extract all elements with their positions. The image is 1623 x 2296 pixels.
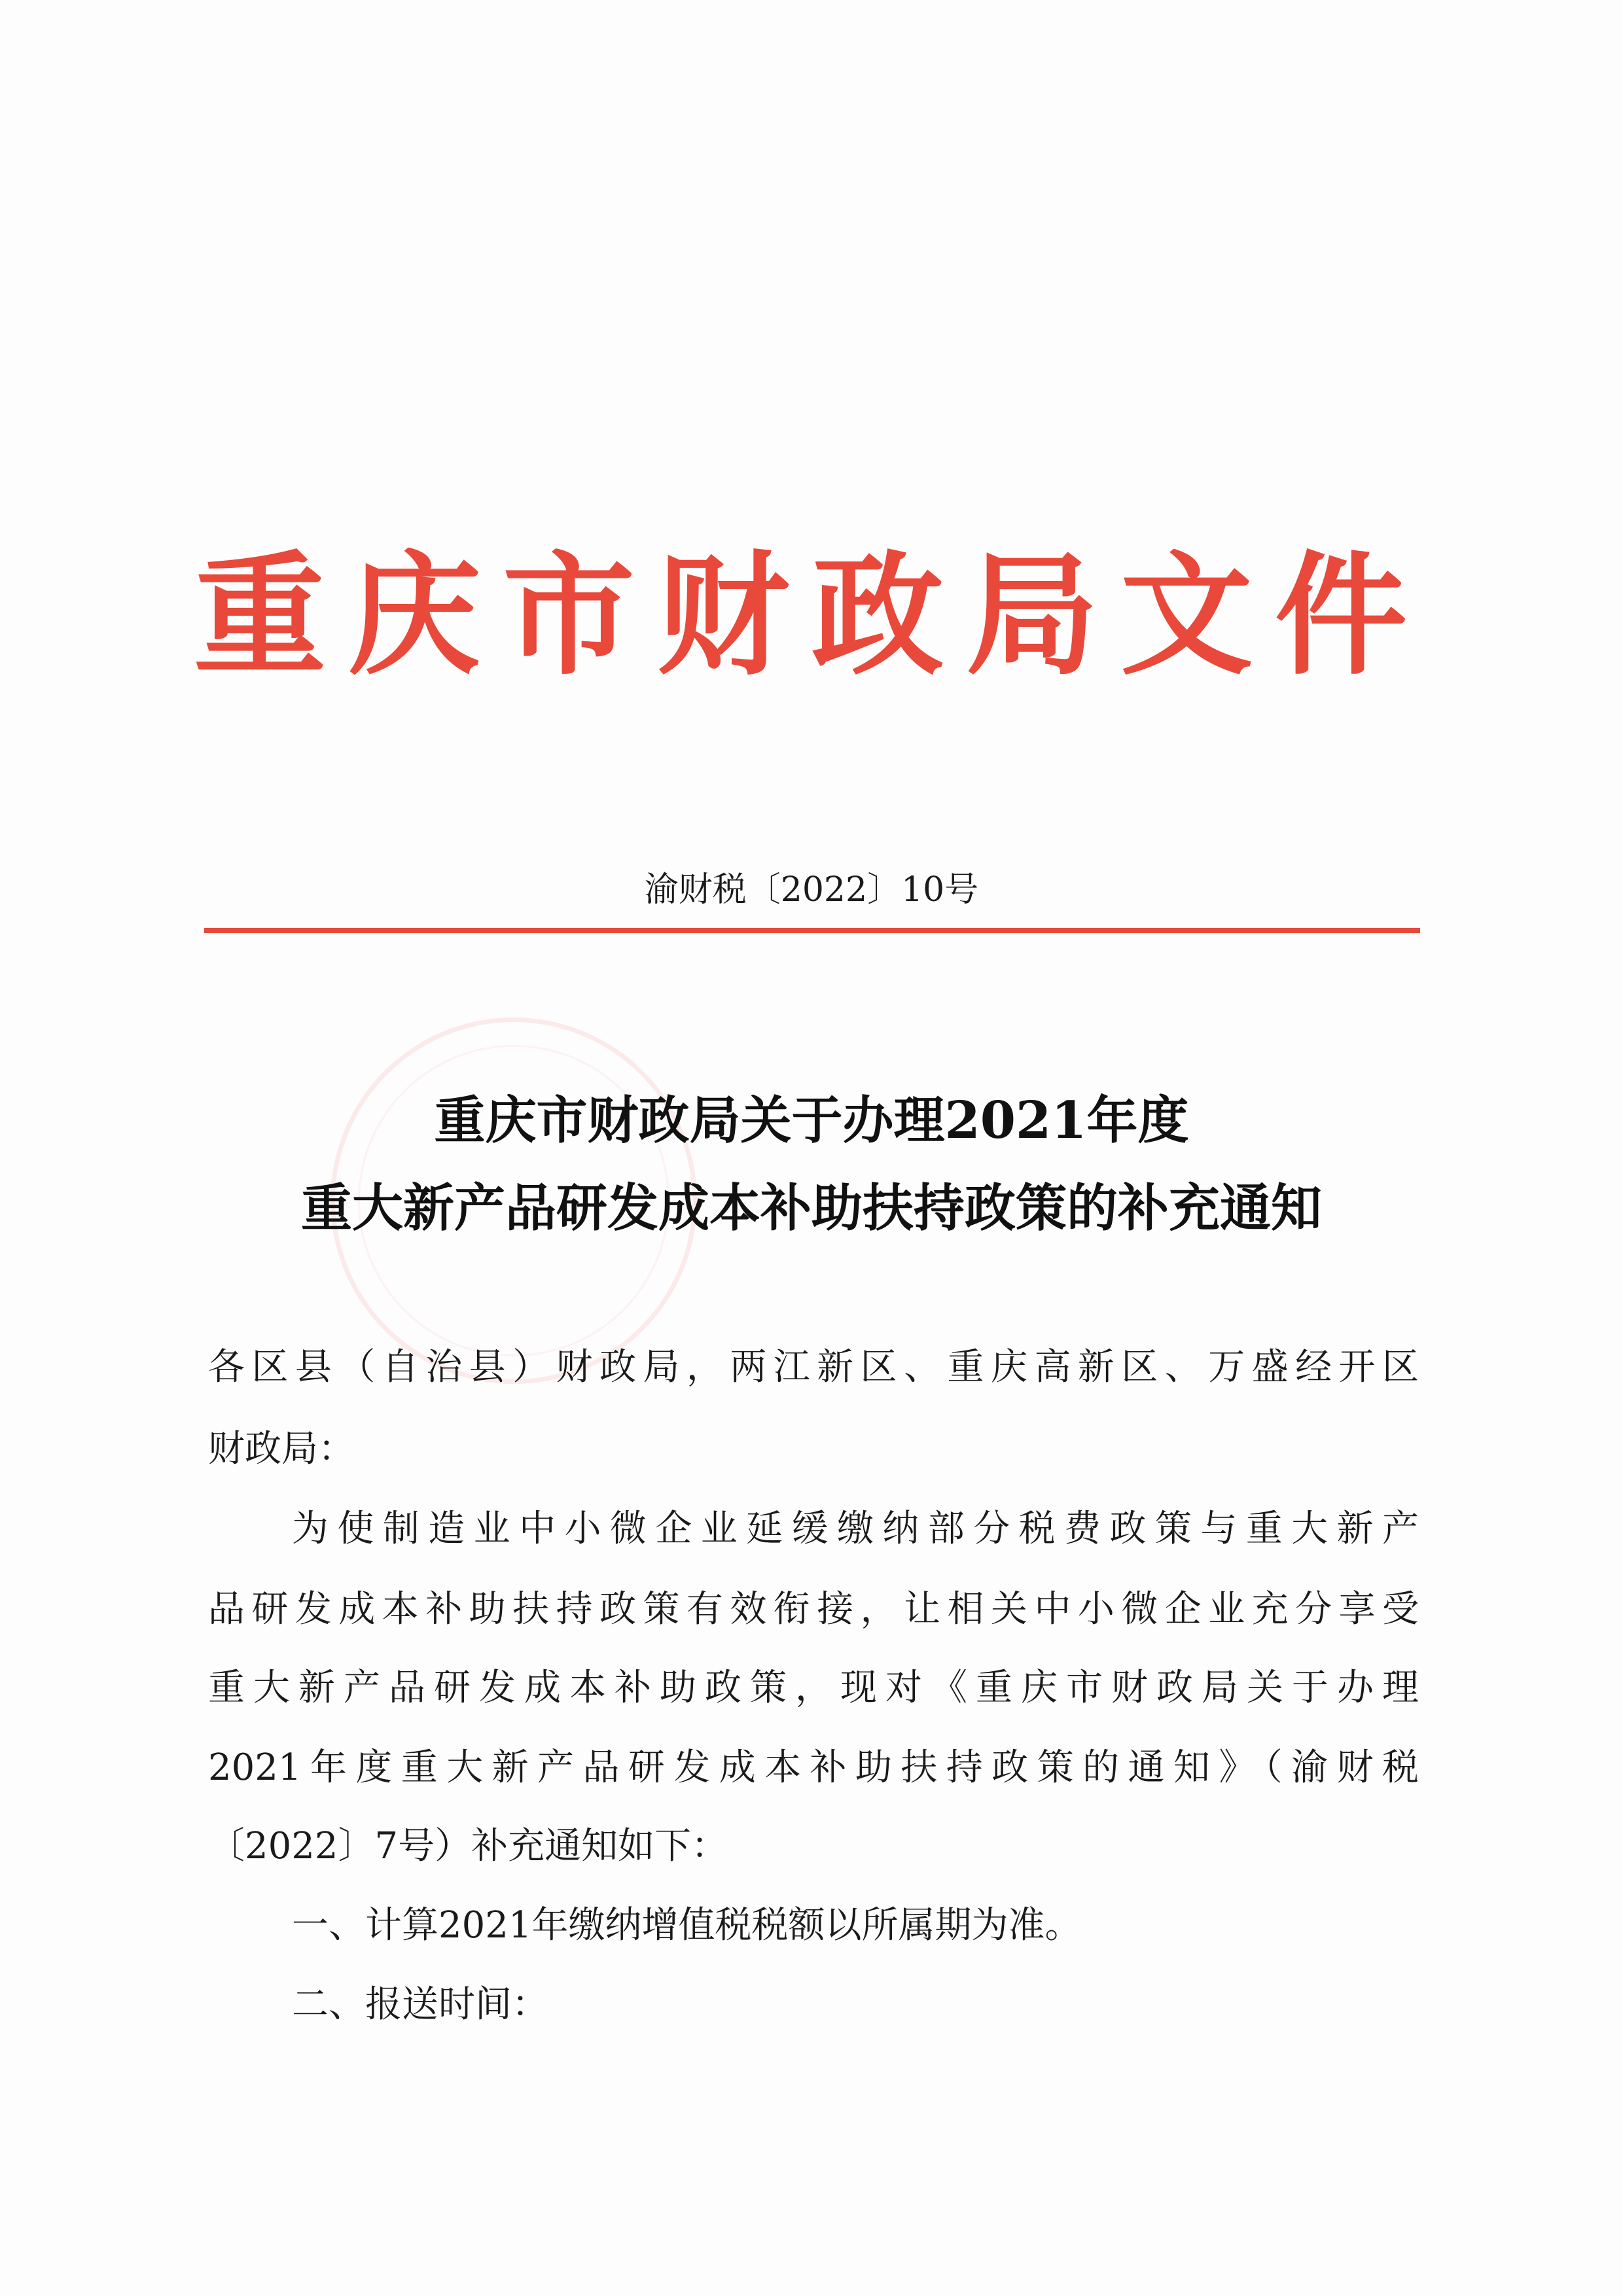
document-number: 渝财税〔2022〕10号 [644, 870, 979, 910]
addressee-line-end: 财政局： [208, 1428, 355, 1470]
item-one: 一、计算2021年缴纳增值税税额以所属期为准。 [292, 1904, 1082, 1947]
body-paragraph-line: 为使制造业中小微企业延缓缴纳部分税费政策与重大新产 [292, 1508, 1419, 1550]
red-divider-line [204, 928, 1420, 933]
addressee-line: 各区县（自治县）财政局，两江新区、重庆高新区、万盛经开区 [208, 1346, 1419, 1388]
document-header-title: 重庆市财政局文件 [194, 537, 1429, 693]
body-paragraph-line-end: 〔2022〕7号）补充通知如下： [208, 1825, 728, 1867]
body-paragraph-line: 重大新产品研发成本补助政策，现对《重庆市财政局关于办理 [208, 1667, 1419, 1709]
body-paragraph-line: 2021年度重大新产品研发成本补助扶持政策的通知》（渝财税 [208, 1746, 1419, 1789]
item-two-heading: 二、报送时间： [292, 1983, 548, 2026]
notice-title-line-1: 重庆市财政局关于办理2021年度 [434, 1091, 1189, 1150]
notice-title-line-2: 重大新产品研发成本补助扶持政策的补充通知 [300, 1178, 1322, 1238]
body-paragraph-line: 品研发成本补助扶持政策有效衔接，让相关中小微企业充分享受 [208, 1588, 1419, 1631]
